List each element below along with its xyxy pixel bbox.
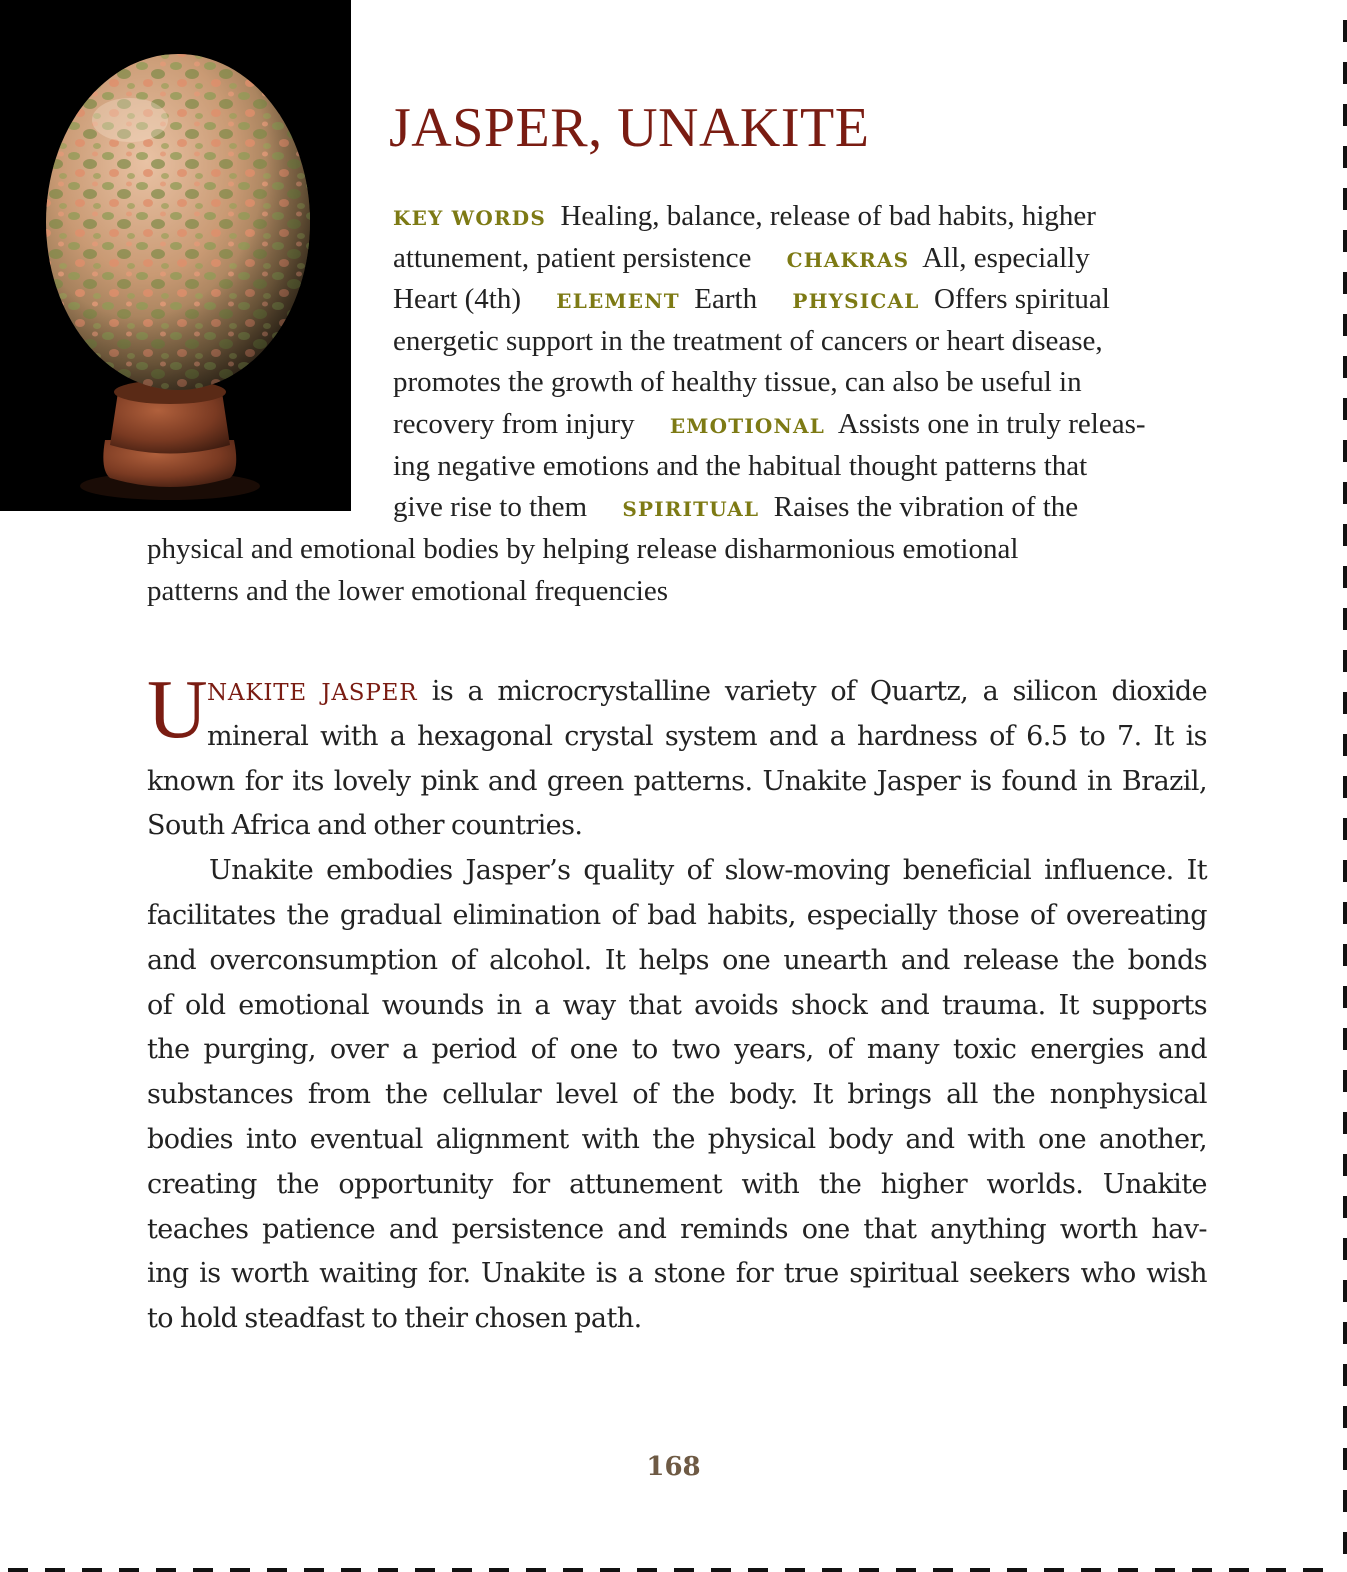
key-words-label: KEY WORDS [393,206,546,230]
edge-mark [1343,1028,1347,1050]
edge-mark [1343,1112,1347,1134]
facts-line-8 [393,487,1146,529]
p2-line-1: Unakite embodies Jasper’s quality of slow-moving beneficial influence. It [209,855,1207,887]
key-words-value: Healing, balance, release of bad habits, higher [560,200,1096,232]
physical-line-3: promotes the growth of healthy tissue, can also be useful in [393,366,1082,399]
edge-mark [1343,1364,1347,1386]
p2-line-11: to hold steadfast to their chosen path. [147,1303,642,1335]
edge-mark [156,1568,176,1572]
edge-mark [415,1568,435,1572]
unakite-egg-image [0,0,351,511]
bottom-edge-marks [0,1562,1347,1572]
edge-mark [1343,314,1347,336]
edge-mark [378,1568,398,1572]
edge-mark [1007,1568,1027,1572]
emotional-label: EMOTIONAL [669,413,825,438]
spiritual-line-3: patterns and the lower emotional frequencies [147,574,668,607]
edge-mark [637,1568,657,1572]
page-number: 168 [646,1452,701,1482]
edge-mark [859,1568,879,1572]
edge-mark [1081,1568,1101,1572]
edge-mark [1343,986,1347,1008]
physical-line-2: energetic support in the treatment of cancers or heart disease, [393,324,1103,357]
edge-mark [1343,482,1347,504]
edge-mark [1343,1154,1347,1176]
edge-mark [1343,1196,1347,1218]
edge-mark [563,1568,583,1572]
edge-mark [1343,650,1347,672]
edge-mark [1343,356,1347,378]
edge-mark [1343,608,1347,630]
chakras-label: CHAKRAS [786,247,910,272]
edge-mark [970,1568,990,1572]
edge-mark [119,1568,139,1572]
edge-mark [1343,230,1347,252]
edge-mark [1343,860,1347,882]
element-value: Earth [694,283,758,316]
edge-mark [1343,1448,1347,1470]
edge-mark [711,1568,731,1572]
edge-mark [1343,692,1347,714]
edge-mark [896,1568,916,1572]
p1-line-1-rest: is a microcrystalline variety of Quartz, a silicon dioxide [417,676,1207,707]
edge-mark [489,1568,509,1572]
edge-mark [1303,1568,1323,1572]
p1-line-2: mineral with a hexagonal crystal system and a hardness of 6.5 to 7. It is [207,720,1207,752]
quick-facts [393,196,1146,529]
p2-line-9: teaches patience and persistence and reminds one that anything worth hav- [147,1213,1207,1245]
edge-mark [1343,734,1347,756]
p2-line-4: of old emotional wounds in a way that avoids shock and trauma. It supports [147,989,1207,1021]
edge-mark [1229,1568,1249,1572]
edge-mark [1192,1568,1212,1572]
article-body [147,663,1207,1342]
edge-mark [1044,1568,1064,1572]
edge-mark [1343,1322,1347,1344]
page-title: JASPER, UNAKITE [389,97,870,159]
edge-mark [1343,818,1347,840]
edge-mark [600,1568,620,1572]
spiritual-value: Raises the vibration of the [773,491,1079,524]
right-edge-marks [1339,0,1347,1572]
physical-value: Offers spiritual [933,283,1110,316]
edge-mark [1118,1568,1138,1572]
edge-mark [822,1568,842,1572]
facts-line-10 [147,571,1018,613]
facts-line-2 [393,238,1146,280]
p1-line-3: known for its lovely pink and green patterns. Unakite Jasper is found in Brazil, [147,765,1207,797]
edge-mark [1343,104,1347,126]
edge-mark [1343,398,1347,420]
spiritual-label: SPIRITUAL [622,497,760,522]
emotional-value: Assists one in truly releas- [837,407,1146,440]
lead-in: NAKITE JASPER [207,680,418,706]
edge-mark [1343,272,1347,294]
spiritual-line-2: physical and emotional bodies by helping release disharmonious emotional [147,533,1019,565]
edge-mark [526,1568,546,1572]
edge-mark [1343,902,1347,924]
edge-mark [1343,1406,1347,1428]
edge-mark [1343,1532,1347,1554]
drop-cap: U [147,663,208,756]
edge-mark [933,1568,953,1572]
facts-line-7 [393,446,1146,488]
edge-mark [785,1568,805,1572]
edge-mark [341,1568,361,1572]
edge-mark [1343,146,1347,168]
emotional-line-3: give rise to them [393,491,588,524]
quick-facts-continued [147,529,1018,612]
emotional-line-2: ing negative emotions and the habitual thought patterns that [393,449,1088,482]
edge-mark [1343,566,1347,588]
edge-mark [1343,440,1347,462]
p2-line-8: creating the opportunity for attunement with the higher worlds. Unakite [147,1168,1207,1200]
facts-line-5 [393,362,1146,404]
facts-line-3 [393,279,1146,321]
facts-line-4 [393,321,1146,363]
p2-line-5: the purging, over a period of one to two years, of many toxic energies and [147,1034,1207,1066]
edge-mark [1343,1238,1347,1260]
edge-mark [304,1568,324,1572]
edge-mark [267,1568,287,1572]
edge-mark [1155,1568,1175,1572]
edge-mark [1343,776,1347,798]
facts-line-9 [147,529,1018,571]
facts-line-6 [393,404,1146,446]
p2-line-3: and overconsumption of alcohol. It helps one unearth and release the bonds [147,944,1207,976]
edge-mark [45,1568,65,1572]
key-words-cont: attunement, patient persistence [393,241,752,274]
element-label: ELEMENT [556,289,680,314]
edge-mark [1343,944,1347,966]
p2-line-7: bodies into eventual alignment with the physical body and with one another, [147,1123,1207,1155]
facts-line-1 [393,196,1146,238]
physical-line-4: recovery from injury [393,407,635,440]
edge-mark [1343,1280,1347,1302]
edge-mark [1343,1070,1347,1092]
edge-mark [1343,1490,1347,1512]
edge-mark [230,1568,250,1572]
p2-line-6: substances from the cellular level of the body. It brings all the nonphysical [147,1079,1207,1111]
edge-mark [1266,1568,1286,1572]
edge-mark [1343,524,1347,546]
chakras-value: All, especially [922,241,1090,274]
chakras-cont: Heart (4th) [393,283,522,316]
p2-line-10: ing is worth waiting for. Unakite is a stone for true spiritual seekers who wish [147,1258,1207,1290]
edge-mark [1343,188,1347,210]
p1-line-1 [147,670,1207,715]
edge-mark [8,1568,28,1572]
edge-mark [193,1568,213,1572]
edge-mark [748,1568,768,1572]
edge-mark [452,1568,472,1572]
edge-mark [1343,62,1347,84]
edge-mark [674,1568,694,1572]
physical-label: PHYSICAL [792,289,920,314]
stone-photo [0,0,351,511]
p1-line-4: South Africa and other countries. [147,810,583,842]
edge-mark [82,1568,102,1572]
p2-line-2: facilitates the gradual elimination of bad habits, especially those of overeating [147,899,1207,931]
edge-mark [1343,20,1347,42]
